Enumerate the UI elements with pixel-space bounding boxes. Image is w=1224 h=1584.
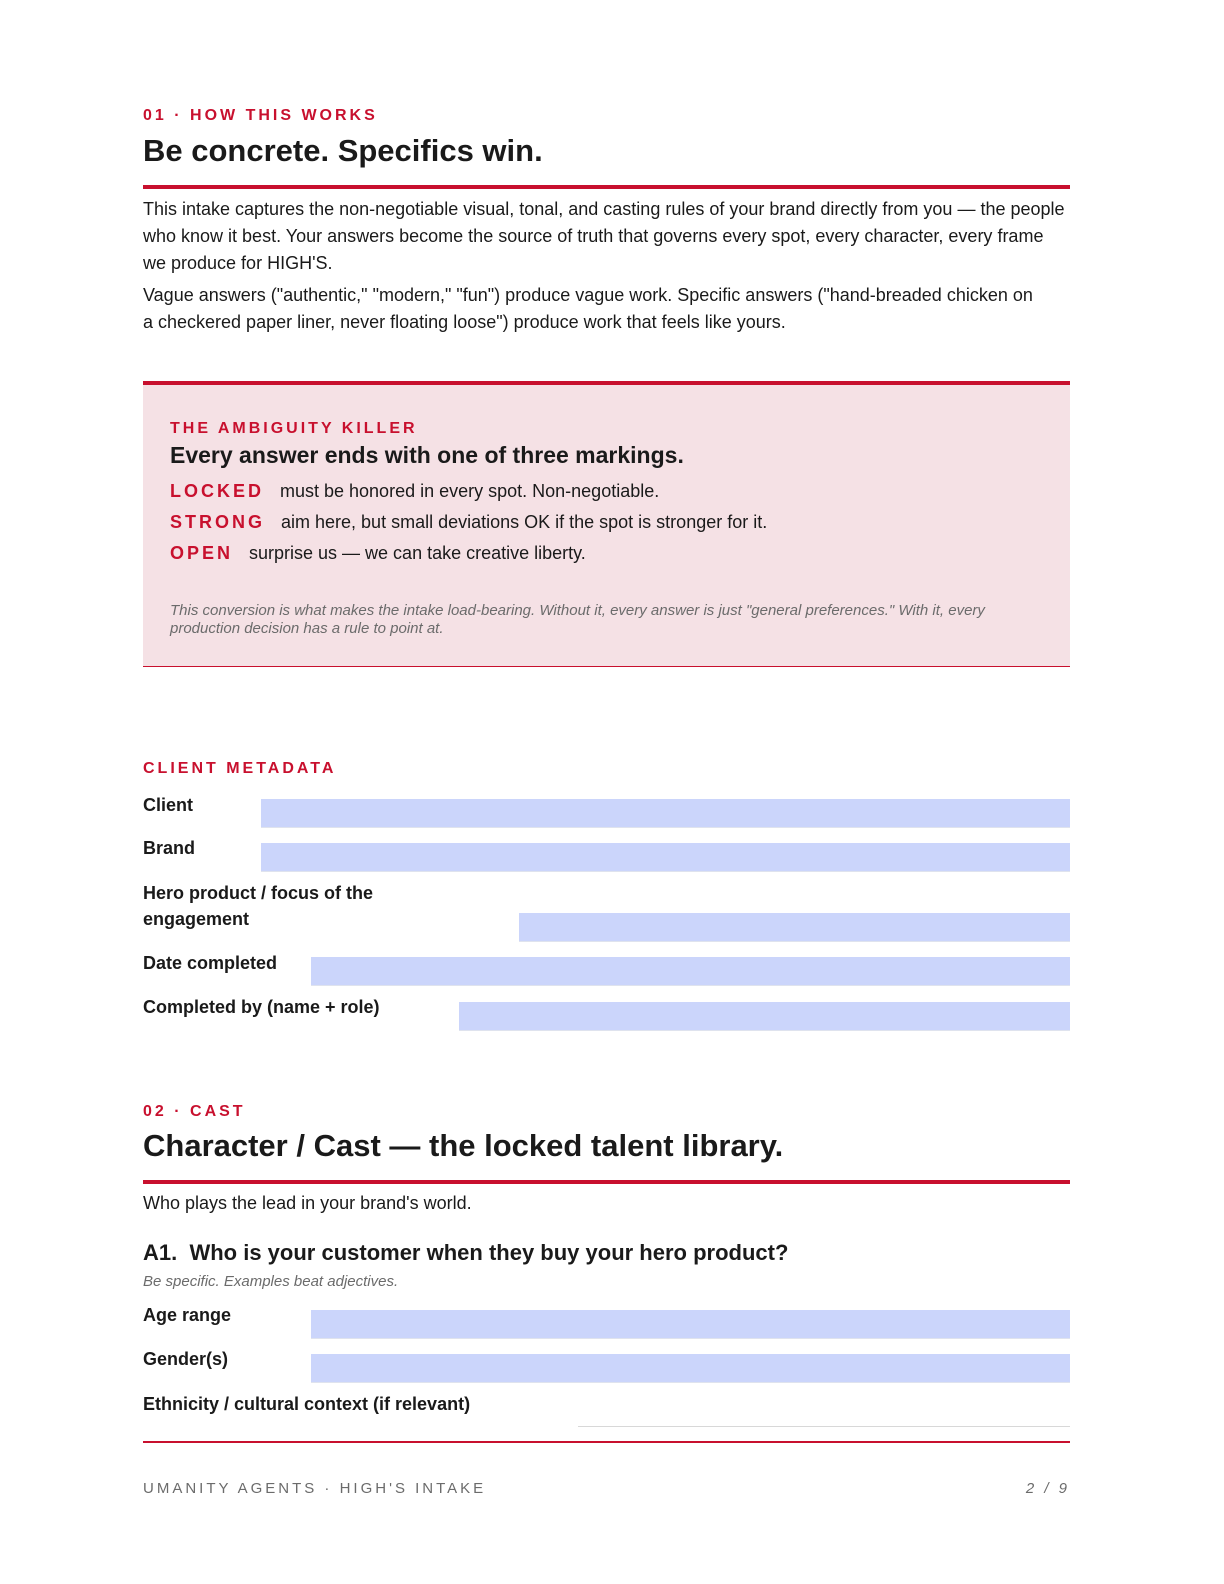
page-number: 2 / 9 [1025, 1480, 1070, 1497]
callout-eyebrow: THE AMBIGUITY KILLER [170, 420, 418, 437]
gender-field[interactable] [311, 1354, 1070, 1383]
brand-label: Brand [143, 838, 196, 858]
question-a1: A1. Who is your customer when they buy your hero product? [143, 1240, 789, 1265]
footer-rule [143, 1441, 1070, 1443]
marking-text: surprise us — we can take creative liberty. [249, 543, 586, 563]
callout-note: This conversion is what makes the intake load-bearing. Without it, every answer is just "general preferences." With it, every production decision has a rule to point at. [170, 602, 985, 637]
section-1-paragraph-1: This intake captures the non-negotiable visual, tonal, and casting rules of your brand directly from you — the people who know it best. Your answers become the source of truth that governs every spot, every character, every frame we produce for HIGH'S. [143, 199, 1065, 273]
ethnicity-field[interactable] [578, 1426, 1070, 1427]
ethnicity-label: Ethnicity / cultural context (if relevant) [143, 1394, 471, 1414]
callout-title: Every answer ends with one of three markings. [170, 442, 684, 468]
section-2-rule [143, 1180, 1070, 1184]
marking-text: must be honored in every spot. Non-negotiable. [280, 481, 660, 501]
marking-open [170, 543, 1040, 574]
date-completed-label: Date completed [143, 953, 278, 973]
metadata-eyebrow: CLIENT METADATA [143, 760, 337, 777]
section-1-rule [143, 185, 1070, 189]
section-1-title: Be concrete. Specifics win. [143, 133, 543, 168]
footer-left: UMANITY AGENTS · HIGH'S INTAKE [143, 1480, 487, 1497]
client-label: Client [143, 795, 194, 815]
completed-by-label: Completed by (name + role) [143, 997, 380, 1017]
section-2-title: Character / Cast — the locked talent library. [143, 1128, 784, 1163]
marking-key: OPEN [170, 543, 234, 563]
question-a1-hint: Be specific. Examples beat adjectives. [143, 1273, 399, 1290]
hero-product-field[interactable] [519, 913, 1070, 942]
gender-label: Gender(s) [143, 1349, 229, 1369]
date-completed-field[interactable] [311, 957, 1070, 986]
age-range-label: Age range [143, 1305, 232, 1325]
hero-product-label: Hero product / focus of the engagement [143, 883, 374, 929]
section-1-eyebrow: 01 · HOW THIS WORKS [143, 107, 378, 124]
section-1-paragraph-2: Vague answers ("authentic," "modern," "fun") produce vague work. Specific answers ("hand-breaded chicken on a checkered paper liner, never floating loose") produce work that feels like yours. [143, 285, 1033, 332]
ambiguity-killer-callout [143, 381, 1070, 667]
marking-strong [170, 512, 1040, 543]
markings-list [170, 481, 1040, 574]
age-range-field[interactable] [311, 1310, 1070, 1339]
marking-key: STRONG [170, 512, 266, 532]
brand-field[interactable] [261, 843, 1070, 872]
client-field[interactable] [261, 799, 1070, 828]
section-2-intro: Who plays the lead in your brand's world. [143, 1193, 472, 1213]
section-2-eyebrow: 02 · CAST [143, 1103, 246, 1120]
marking-text: aim here, but small deviations OK if the spot is stronger for it. [281, 512, 768, 532]
marking-key: LOCKED [170, 481, 264, 501]
marking-locked [170, 481, 1040, 512]
completed-by-field[interactable] [459, 1002, 1070, 1031]
